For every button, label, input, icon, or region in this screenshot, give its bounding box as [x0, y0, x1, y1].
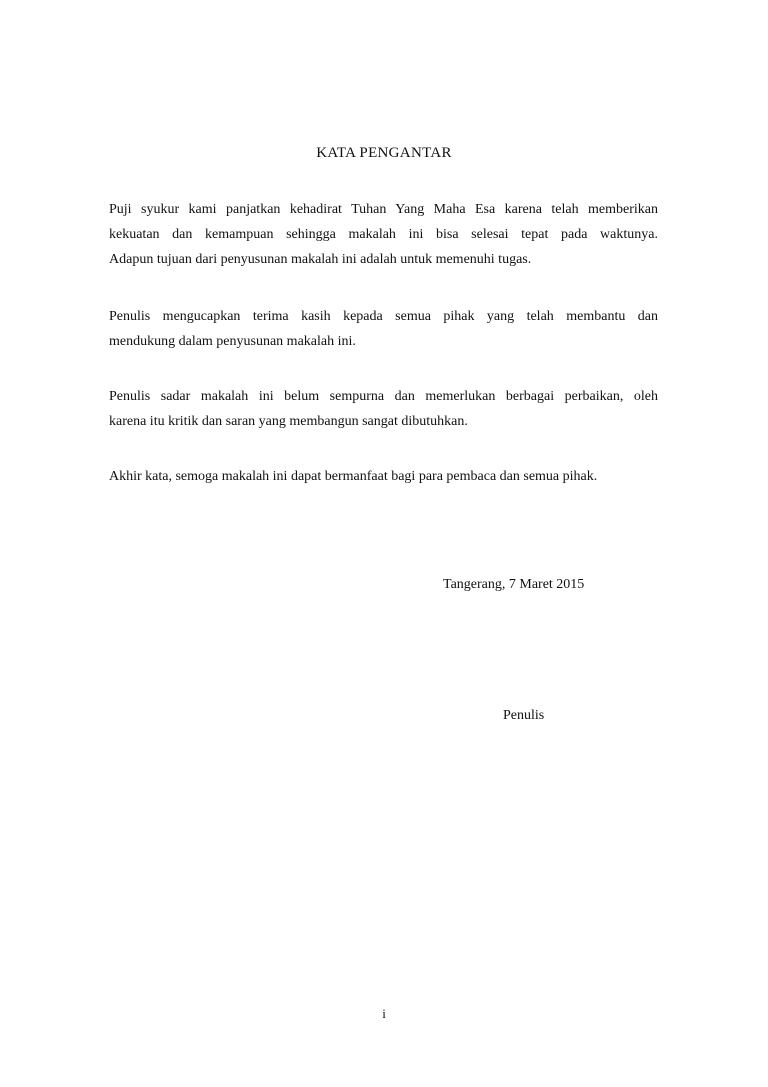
paragraph-line: Penulis mengucapkan terima kasih kepada semua pihak yang telah membantu dan — [109, 309, 658, 324]
paragraph-line: Puji syukur kami panjatkan kehadirat Tuhan Yang Maha Esa karena telah memberikan — [109, 202, 658, 217]
paragraph-feedback — [109, 384, 658, 434]
paragraph-line: karena itu kritik dan saran yang membangun sangat dibutuhkan. — [109, 414, 468, 429]
author-signature: Penulis — [503, 708, 545, 723]
page-title: KATA PENGANTAR — [316, 145, 452, 161]
paragraph-line: kekuatan dan kemampuan sehingga makalah ini bisa selesai tepat pada waktunya. — [109, 227, 658, 242]
paragraph-thanks — [109, 304, 658, 354]
paragraph-line: Adapun tujuan dari penyusunan makalah ini adalah untuk memenuhi tugas. — [109, 252, 532, 267]
paragraph-closing — [109, 464, 658, 489]
paragraph-line: Akhir kata, semoga makalah ini dapat bermanfaat bagi para pembaca dan semua pihak. — [109, 469, 598, 484]
paragraph-line: mendukung dalam penyusunan makalah ini. — [109, 334, 356, 349]
page-number: i — [382, 1006, 386, 1021]
paragraph-line: Penulis sadar makalah ini belum sempurna dan memerlukan berbagai perbaikan, oleh — [109, 389, 658, 404]
place-date: Tangerang, 7 Maret 2015 — [443, 577, 585, 592]
paragraph-gratitude — [109, 197, 658, 272]
